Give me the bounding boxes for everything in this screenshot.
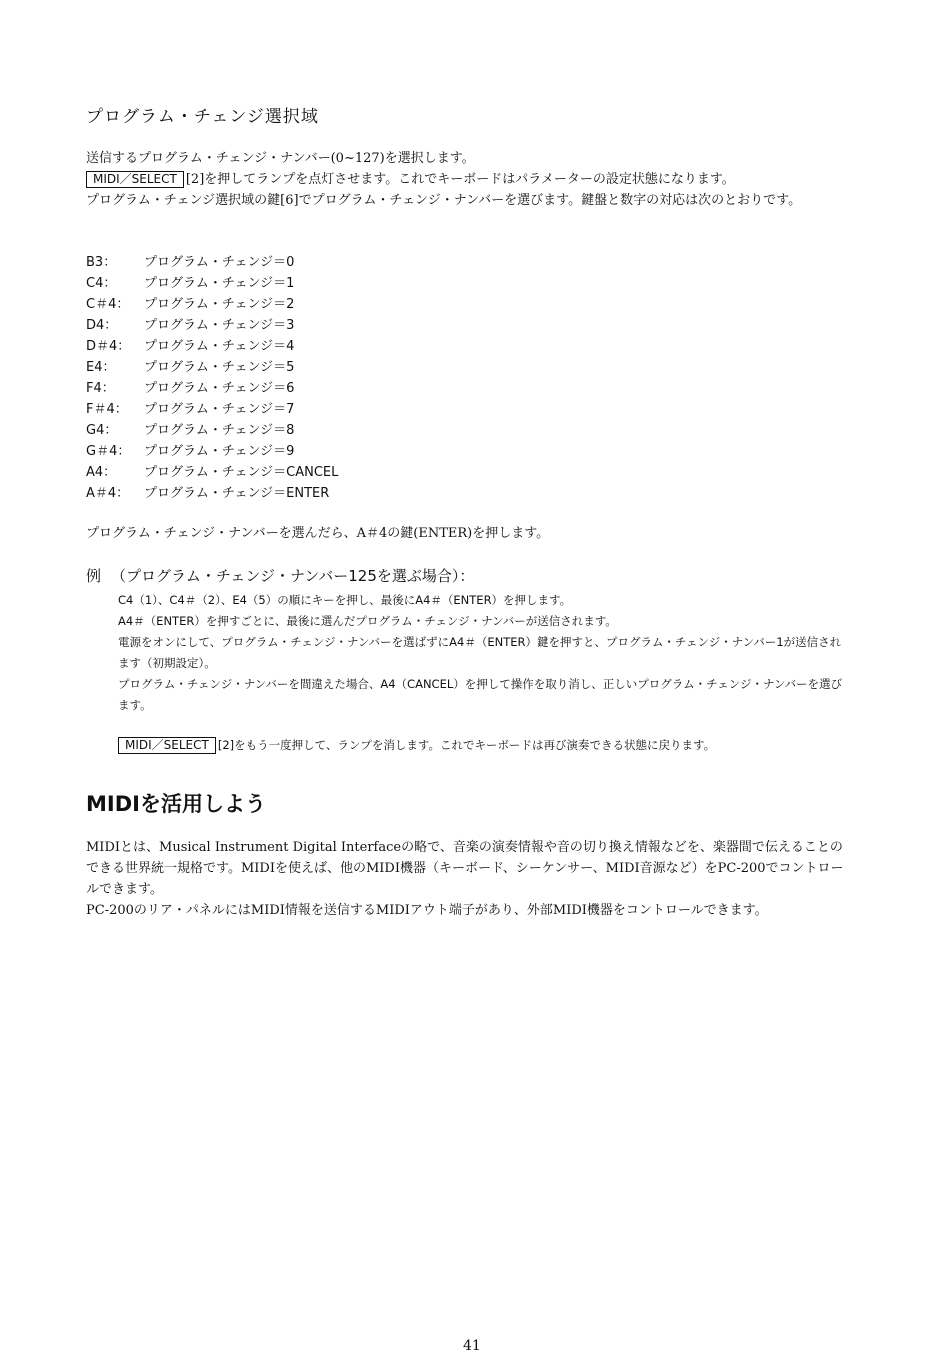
key-value: プログラム・チェンジ＝CANCEL xyxy=(144,465,339,480)
intro-line-2-text: [2]を押してランプを点灯させます。これでキーボードはパラメーターの設定状態になります。 xyxy=(185,172,735,187)
key-note: A4： xyxy=(86,465,117,480)
key-value: プログラム・チェンジ＝1 xyxy=(144,276,295,291)
key-map-row xyxy=(86,336,338,357)
key-note: F4： xyxy=(86,381,115,396)
example-line: A4＃（ENTER）を押すごとに、最後に選んだプログラム・チェンジ・ナンバーが送信されます。 xyxy=(118,614,617,628)
key-value: プログラム・チェンジ＝2 xyxy=(144,297,295,312)
key-value: プログラム・チェンジ＝8 xyxy=(144,423,295,438)
midi-section-title: MIDIを活用しよう xyxy=(86,792,266,816)
example-line: C4（1）、C4＃（2）、E4（5）の順にキーを押し、最後にA4＃（ENTER）を押します。 xyxy=(118,593,572,607)
key-note: D＃4： xyxy=(86,339,131,354)
section-title: プログラム・チェンジ選択域 xyxy=(86,107,319,127)
example-body xyxy=(118,590,846,716)
key-map-row xyxy=(86,462,338,483)
example-heading xyxy=(86,565,846,586)
key-value: プログラム・チェンジ＝4 xyxy=(144,339,295,354)
lamp-off-text xyxy=(118,735,715,755)
midi-select-key-label: MIDI／SELECT xyxy=(86,171,184,188)
key-value: プログラム・チェンジ＝ENTER xyxy=(144,486,330,501)
key-note: F＃4： xyxy=(86,402,128,417)
example-mark: 例 xyxy=(86,567,102,585)
key-map-row xyxy=(86,441,338,462)
key-map-row xyxy=(86,420,338,441)
intro-line-2 xyxy=(86,169,846,190)
key-note: G4： xyxy=(86,423,118,438)
example-line: プログラム・チェンジ・ナンバーを間違えた場合、A4（CANCEL）を押して操作を取り消し、正しいプログラム・チェンジ・ナンバーを選びます。 xyxy=(118,677,843,712)
example-heading-text: （プログラム・チェンジ・ナンバー125を選ぶ場合）： xyxy=(111,567,475,585)
key-note: B3： xyxy=(86,255,117,270)
key-note: C＃4： xyxy=(86,297,130,312)
key-map-row xyxy=(86,294,338,315)
key-map-row xyxy=(86,483,338,504)
key-value: プログラム・チェンジ＝7 xyxy=(144,402,295,417)
key-value: プログラム・チェンジ＝6 xyxy=(144,381,295,396)
key-note: A＃4： xyxy=(86,486,130,501)
key-value: プログラム・チェンジ＝0 xyxy=(144,255,295,270)
key-value: プログラム・チェンジ＝5 xyxy=(144,360,295,375)
lamp-off-line: [2]をもう一度押して、ランプを消します。これでキーボードは再び演奏できる状態に戻ります。 xyxy=(217,738,716,752)
intro-line-1: 送信するプログラム・チェンジ・ナンバー(0~127)を選択します。 xyxy=(86,151,475,166)
key-note: C4： xyxy=(86,276,117,291)
intro-line-3: プログラム・チェンジ選択域の鍵[6]でプログラム・チェンジ・ナンバーを選びます。鍵盤と数字の対応は次のとおりです。 xyxy=(86,193,802,208)
key-map-row xyxy=(86,357,338,378)
key-map-row xyxy=(86,315,338,336)
midi-select-key-label-2: MIDI／SELECT xyxy=(118,737,216,754)
midi-paragraph-1: MIDIとは、Musical Instrument Digital Interfaceの略で、音楽の演奏情報や音の切り換え情報などを、楽器間で伝えることのできる世界統一規格です。MIDIを使えば、他のMIDI機器（キーボード、シーケンサー、MIDI音源など）をPC-200でコントロールできます。 xyxy=(86,840,844,897)
key-value: プログラム・チェンジ＝3 xyxy=(144,318,295,333)
key-note: D4： xyxy=(86,318,118,333)
after-map-text: プログラム・チェンジ・ナンバーを選んだら、A＃4の鍵(ENTER)を押します。 xyxy=(86,526,550,541)
example-block xyxy=(86,565,846,716)
midi-body xyxy=(86,837,846,921)
midi-paragraph-2: PC-200のリア・パネルにはMIDI情報を送信するMIDIアウト端子があり、外部MIDI機器をコントロールできます。 xyxy=(86,903,768,918)
intro-text xyxy=(86,148,846,211)
key-note: E4： xyxy=(86,360,116,375)
key-map-row xyxy=(86,399,338,420)
key-map-list xyxy=(86,252,338,504)
key-note: G＃4： xyxy=(86,444,131,459)
page-number: 41 xyxy=(463,1338,481,1354)
key-map-row xyxy=(86,378,338,399)
key-map-row xyxy=(86,273,338,294)
key-value: プログラム・チェンジ＝9 xyxy=(144,444,295,459)
example-line: 電源をオンにして、プログラム・チェンジ・ナンバーを選ばずにA4＃（ENTER）鍵を押すと、プログラム・チェンジ・ナンバー1が送信されます（初期設定）。 xyxy=(118,635,842,670)
key-map-row xyxy=(86,252,338,273)
